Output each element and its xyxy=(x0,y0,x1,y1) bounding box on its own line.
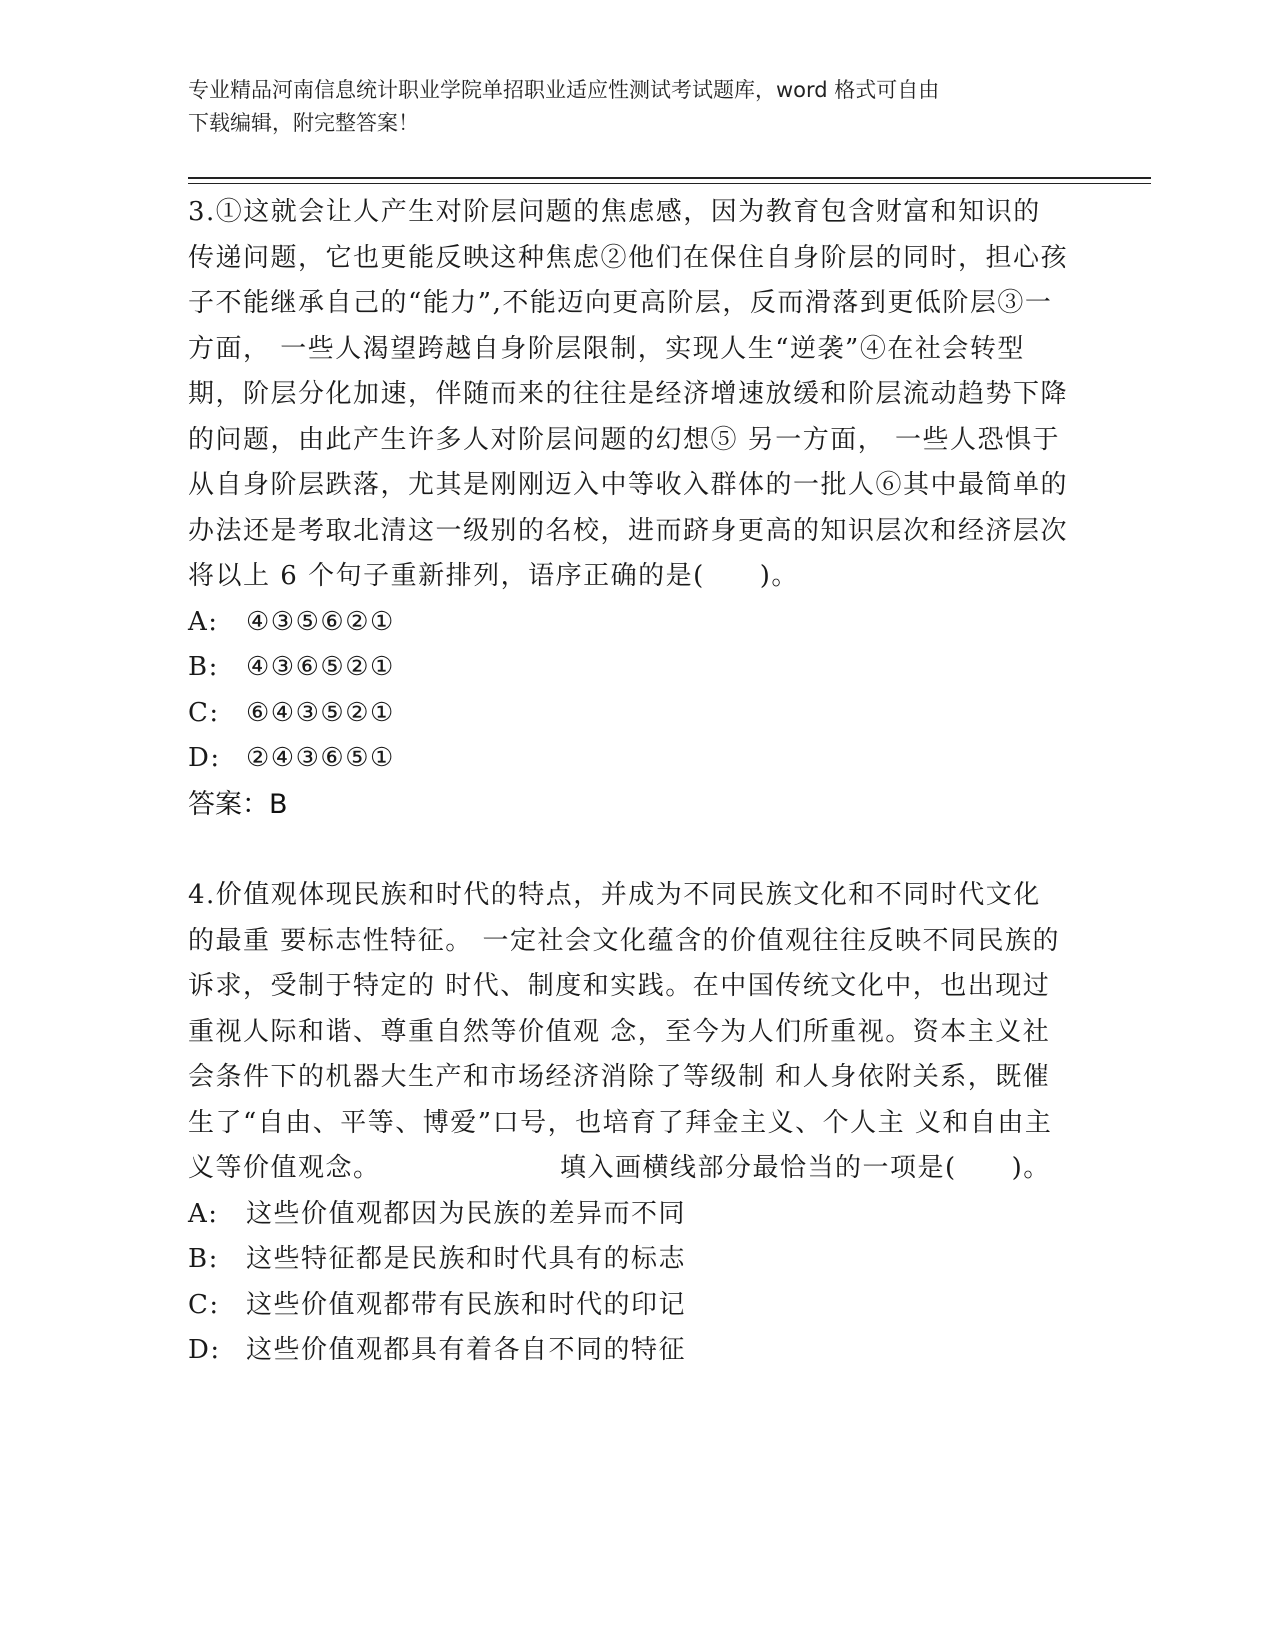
option-text: 这些价值观都带有民族和时代的印记 xyxy=(246,1289,687,1320)
option-letter: D: xyxy=(188,743,221,773)
option-letter: A: xyxy=(188,606,219,637)
question-stem: 3.①这就会让人产生对阶层问题的焦虑感，因为教育包含财富和知识的传递问题，它也更能反映这种焦虑②他们在保住自身阶层的同时，担心孩子不能继承自己的“能力”,不能迈向更高阶层，反而滑落到更低阶层③一方面， 一些人渴望跨越自身阶层限制，实现人生“逆袭”④在社会转型期，阶层分化加速，伴随而来的往往是经济增速放缓和阶层流动趋势下降的问题，由此产生许多人对阶层问题的幻想⑤ 另一方面， 一些人恐惧于从自身阶层跌落，尤其是刚刚迈入中等收入群体的一批人⑥其中最简单的办法还是考取北清这一级别的名校，进而跻身更高的知识层次和经济层次将以上 6 个句子重新排列，语序正确的是( )。 xyxy=(188,197,1069,591)
option-text: ⑥④③⑤②① xyxy=(246,697,395,728)
option-list xyxy=(188,1192,1068,1374)
option-text: ④③⑤⑥②① xyxy=(246,606,395,637)
option-text: 这些价值观都具有着各自不同的特征 xyxy=(246,1335,687,1365)
option-text: ②④③⑥⑤① xyxy=(246,743,395,773)
page-header xyxy=(188,74,1068,140)
answer-text: 答案：B xyxy=(188,788,288,820)
header-rule-thin xyxy=(188,183,1151,184)
header-rule-thick xyxy=(188,177,1151,179)
option-d xyxy=(188,736,1068,782)
option-text: 这些价值观都因为民族的差异而不同 xyxy=(246,1198,687,1229)
option-letter: D: xyxy=(188,1335,221,1365)
question-3 xyxy=(188,190,1068,827)
option-c xyxy=(188,691,1068,737)
option-b xyxy=(188,1237,1068,1283)
option-c xyxy=(188,1283,1068,1329)
option-a xyxy=(188,600,1068,646)
option-letter: C: xyxy=(188,1289,220,1320)
option-text: 这些特征都是民族和时代具有的标志 xyxy=(246,1244,687,1274)
header-line-1: 专业精品河南信息统计职业学院单招职业适应性测试考试题库，word 格式可自由 xyxy=(188,78,940,102)
option-letter: B: xyxy=(188,652,219,682)
question-4 xyxy=(188,873,1068,1374)
option-letter: A: xyxy=(188,1198,219,1229)
option-a xyxy=(188,1192,1068,1238)
option-letter: C: xyxy=(188,697,220,728)
option-list xyxy=(188,600,1068,782)
question-stem: 4.价值观体现民族和时代的特点，并成为不同民族文化和不同时代文化的最重 要标志性特征。 一定社会文化蕴含的价值观往往反映不同民族的诉求，受制于特定的 时代、制度和实践。在中国传统文化中，也出现过重视人际和谐、尊重自然等价值观 念，至今为人们所重视。资本主义社会条件下的机器大生产和市场经济消除了等级制 和人身依附关系，既催生了“自由、平等、博爱”口号，也培育了拜金主义、个人主 义和自由主义等价值观念。 填入画横线部分最恰当的一项是( )。 xyxy=(188,880,1061,1183)
option-text: ④③⑥⑤②① xyxy=(246,652,395,682)
option-b xyxy=(188,645,1068,691)
option-d xyxy=(188,1328,1068,1374)
header-line-2: 下载编辑，附完整答案！ xyxy=(188,111,419,135)
question-list xyxy=(188,190,1068,1420)
option-letter: B: xyxy=(188,1244,219,1274)
